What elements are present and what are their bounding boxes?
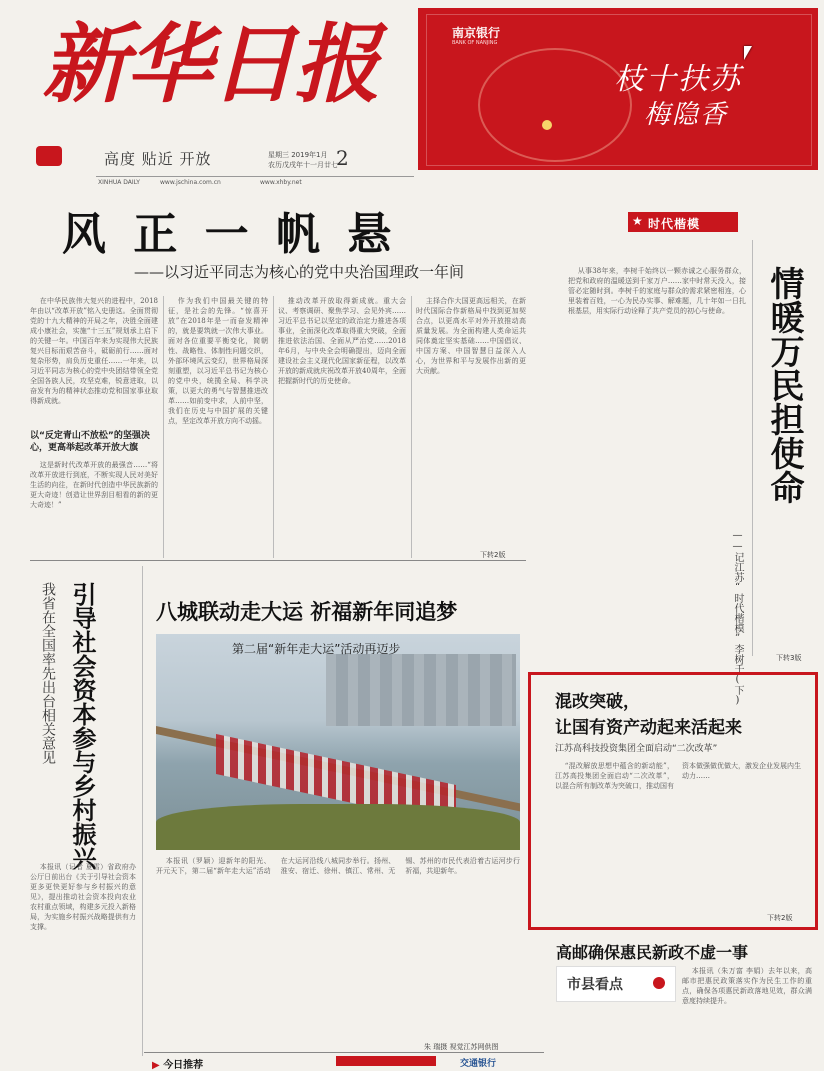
footer-recommend-text: 今日推荐 [163, 1060, 204, 1071]
masthead-logo: 新华日报 [42, 14, 378, 115]
footer-web2: www.xhby.net [260, 179, 302, 186]
column-badge [556, 966, 676, 1002]
issue-line1: 星期三 2019年1月 [268, 151, 328, 159]
featured-box[interactable] [528, 672, 818, 930]
column-badge-deco [653, 977, 665, 989]
lead-subhead: ——以习近平同志为核心的党中央治国理政一年间 [134, 263, 465, 281]
footer-en: XINHUA DAILY [98, 179, 140, 186]
featured-subtitle: 江苏高科技投资集团全面启动“二次改革” [555, 744, 718, 754]
time-model-tag [628, 212, 738, 232]
featured-title-line1: 混改突破， [555, 692, 640, 712]
lead-col3: 推动改革开放取得新成就。重大会议、考察调研、聚焦学习、会见外宾……习近平总书记以坚定的政治定力推进各项事业，全面深化改革取得重大突破，全面推进依法治国、全面从严治党……2018年6月，与中央全会明确提出，迈向全面建设社会主义现代化国家新征程，以改革开放的新成就庆祝改革开放40周年，全面把握新时代的历史使命。 [278, 297, 406, 385]
left-story-subtitle: 我省在全国率先出台相关意见 [40, 582, 56, 764]
ad-bank-name: 南京银行 [452, 26, 501, 40]
featured-text: “混改解放思想中蕴含的新动能”，江苏高投集团全面启动“二次改革”，以混合所有制改革为突破口，推动国有资本做强做优做大，激发企业发展内生动力…… [555, 762, 801, 790]
lead-col1: 在中华民族伟大复兴的进程中，2018年由以“改革开放”铭入史册这。全面贯彻党的十九大精神的开局之年，决胜全面建成小康社会，实施“十三五”规划承上启下的关键一年。中国百年来为实现伟大民族复兴目标而艰苦奋斗，砥砺前行……面对复杂形势，肩负历史重任……一年来，以习近平同志为核心的党中央团结带领全党全国各族人民，攻坚克难，锐意进取，以奋发有为的精神状态推动党和国家事业取得新成就。 [30, 297, 158, 405]
star-icon: ★ [632, 214, 643, 228]
footer-bank: 交通银行 [460, 1059, 497, 1069]
footer-recommend-label[interactable] [152, 1056, 203, 1071]
lead-col4: 主择合作大国更高远相关，在新时代国际合作新格局中找到更加契合点，以更高水平对外开放推动高质量发展。为全面构建人类命运共同体奠定坚实基础……中国倡议、中国方案、中国智慧日益深入人心，为世界和平与发展作出新的更大贡献。 [416, 297, 526, 375]
column-badge-label: 市县看点 [567, 977, 623, 993]
left-story-text: 本报讯（记者 夏雪）省政府办公厅日前出台《关于引导社会资本更多更快更好参与乡村振兴的意见》，提出推动社会资本投向农业农村重点领域，构建多元投入新格局，为实施乡村振兴战略提供有力支撑。 [30, 863, 136, 931]
news-photo[interactable] [156, 634, 520, 850]
cursor-icon [744, 46, 752, 60]
city-skyline [326, 654, 516, 726]
footer-ad-strip[interactable] [336, 1056, 436, 1066]
footer-web1: www.jschina.com.cn [160, 179, 221, 186]
masthead-slogan: 高度 贴近 开放 [104, 150, 212, 168]
ad-flower-icon [542, 120, 552, 130]
feature-text: 从事38年来，李树千始终以一颗赤诚之心服务群众，把党和政府的温暖送到千家万户……家中时常天没入，接管必定随时到。李树千的家庭与群众的需求紧密相连，心里装着百姓，一心为民办实事、解难题，几十年如一日扎根基层，用实际行动诠释了共产党员的初心与使命。 [568, 267, 746, 315]
lead-continued[interactable]: 下转2版 [480, 551, 506, 559]
feature-title: 情暖万民担使命 [764, 266, 804, 504]
photo-trees [156, 804, 520, 850]
time-model-label: 时代楷模 [648, 217, 701, 231]
ad-bank-en: BANK OF NANJING [452, 40, 498, 46]
arrow-right-icon: ▶ [152, 1060, 160, 1071]
emblem-icon [36, 146, 62, 166]
issue-line2: 农历戊戌年十一月廿七 [268, 161, 338, 169]
bank-ad[interactable] [418, 8, 818, 170]
issue-day: 2 [336, 146, 349, 170]
lead-col1b: 这是新时代改革开放的最强音……“将改革开放进行到底，不断实现人民对美好生活的向往，在新时代创造中华民族新的更大奇迹！创造让世界刮目相看的新的更大奇迹！” [30, 461, 158, 509]
bottom-story-text: 本报讯（朱万富 李娟）去年以来，高邮市把惠民政策落实作为民生工作的重点，确保各项惠民新政落地见效，群众满意度持续提升。 [682, 967, 812, 1005]
feature-subtitle: ——记江苏“时代楷模”李树千(下) [732, 530, 743, 706]
photo-story-text: 本报讯（罗颖）迎新年的阳光、开元天下，第二届“新年走大运”活动在大运河沿线八城同步举行。扬州、淮安、宿迁、徐州、镇江、常州、无锡、苏州的市民代表沿着古运河步行祈福，共迎新年。 [156, 857, 520, 875]
bottom-story-title: 高邮确保惠民新政不虚一事 [556, 943, 749, 962]
photo-story-headline: 八城联动走大运 祈福新年同追梦 [156, 599, 458, 624]
lead-headline: 风 正 一 帆 悬 [62, 209, 398, 260]
ad-slogan-line1: 枝十扶苏 [614, 62, 742, 97]
left-story-title: 引导社会资本参与乡村振兴 [68, 582, 97, 870]
featured-title-line2: 让国有资产动起来活起来 [555, 718, 742, 738]
ad-ring-icon [478, 48, 632, 162]
photo-story-subhead: 第二届“新年走大运”活动再迈步 [232, 642, 401, 656]
lead-col2: 作为我们中国最关键的特征，是社会的先锋。“惊喜开放”在2018年是一而奋发精神的，就是要筑就一次伟大事业。面对各位重要平衡变化，简朝性、战略性、体制性问题交织，外部环境风云变幻，世界格局深刻重塑，以习近平总书记为核心的党中央，统揽全局、科学决策，以更大的勇气与智慧推进改革……如前变中求，人前中坚，我们在历史与中国扩展的关键点，坚定改革开放方向不动摇。 [168, 297, 268, 425]
feature-continued[interactable]: 下转3版 [776, 654, 802, 662]
featured-continued[interactable]: 下转2版 [767, 914, 793, 922]
photo-credit: 朱 瑞摄 视觉江苏网供图 [424, 1043, 499, 1051]
bottom-story-text2 [556, 1036, 812, 1066]
lead-col1-quote: 以“反定青山不放松”的坚强决心，更高举起改革开放大旗 [30, 431, 150, 453]
ad-slogan-line2: 梅隐香 [644, 100, 729, 130]
